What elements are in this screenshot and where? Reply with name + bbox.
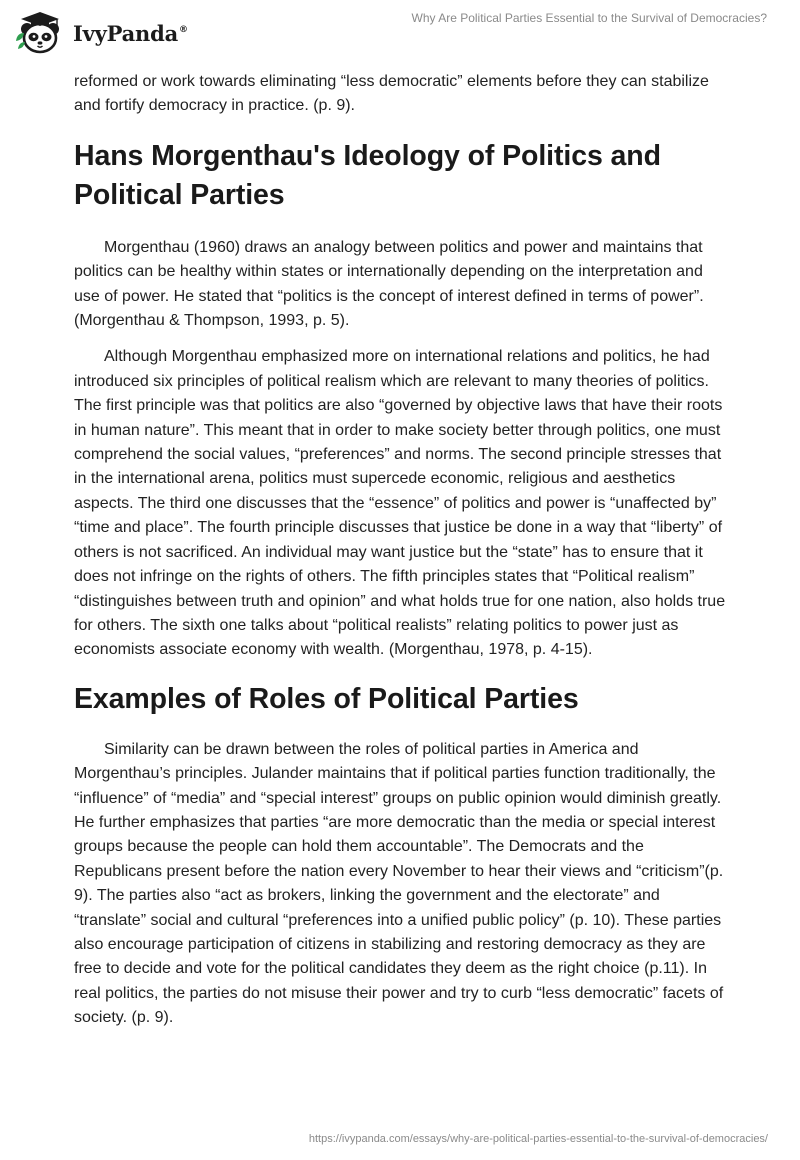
- registered-mark: ®: [179, 24, 188, 35]
- brand-name-text: IvyPanda: [73, 20, 179, 46]
- paragraph: Although Morgenthau emphasized more on international relations and politics, he had introduced six principles of political realism which are relevant to many theories of politics. The first principle was that politics are also “governed by objective laws that have their roots in human nature”. This meant that in order to make society better through politics, one must comprehend the social values, “preferences” and norms. The second principle stresses that in the international arena, politics must supercede economic, religious and aesthetics aspects. The third one discusses that the “essence” of politics and power is “unaffected by” “time and place”. The fourth principle discusses that justice be done in a way that “liberty” of others is not sacrificed. An individual may want justice but the “state” has to ensure that it does not infringe on the rights of others. The fifth principles states that “Political realism” “distinguishes between truth and opinion” and what holds true for one nation, also holds true for others. The sixth one talks about “political realists” relating politics to power just as economists associate economy with wealth. (Morgenthau, 1978, p. 4-15).: [74, 348, 726, 659]
- paragraph: Similarity can be drawn between the roles of political parties in America and Morgenthau’s principles. Julander maintains that if political parties function traditionally, the “influence” of “media” and “special interest” groups on public opinion would diminish greatly. He further emphasizes that parties “are more democratic than the media or special interest groups because the people can hold them accountable”. The Democrats and the Republicans present before the nation every November to hear their views and “criticism”(p. 9). The parties also “act as brokers, linking the government and the electorate” and “translate” social and cultural “preferences into a unified public policy” (p. 10). These parties also encourage participation of citizens in stabilizing and restoring democracy as they are free to decide and vote for the political candidates they deem as the right choice (p.11). In real politics, the parties do not misuse their power and try to curb “less democratic” facets of society. (p. 9).: [74, 740, 724, 1027]
- document-title: Why Are Political Parties Essential to the Survival of Democracies?: [411, 11, 767, 25]
- source-url[interactable]: https://ivypanda.com/essays/why-are-political-parties-essential-to-the-survival-of-democracies/: [308, 1133, 768, 1145]
- brand-name: [73, 21, 188, 46]
- panda-graduation-cap-icon: [13, 9, 69, 55]
- paragraph: Morgenthau (1960) draws an analogy between politics and power and maintains that politics can be healthy within states or internationally depending on the interpretation and use of power. He stated that “politics is the concept of interest defined in terms of power”. (Morgenthau & Thompson, 1993, p. 5).: [74, 238, 704, 330]
- ivypanda-logo[interactable]: [13, 9, 188, 55]
- article-body: [74, 70, 728, 1043]
- page-header: [0, 0, 800, 62]
- lead-paragraph: reformed or work towards eliminating “less democratic” elements before they can stabilize and fortify democracy in practice. (p. 9).: [74, 73, 709, 115]
- section-heading-examples: Examples of Roles of Political Parties: [74, 682, 579, 715]
- section-heading-morgenthau: Hans Morgenthau's Ideology of Politics and Political Parties: [74, 139, 661, 211]
